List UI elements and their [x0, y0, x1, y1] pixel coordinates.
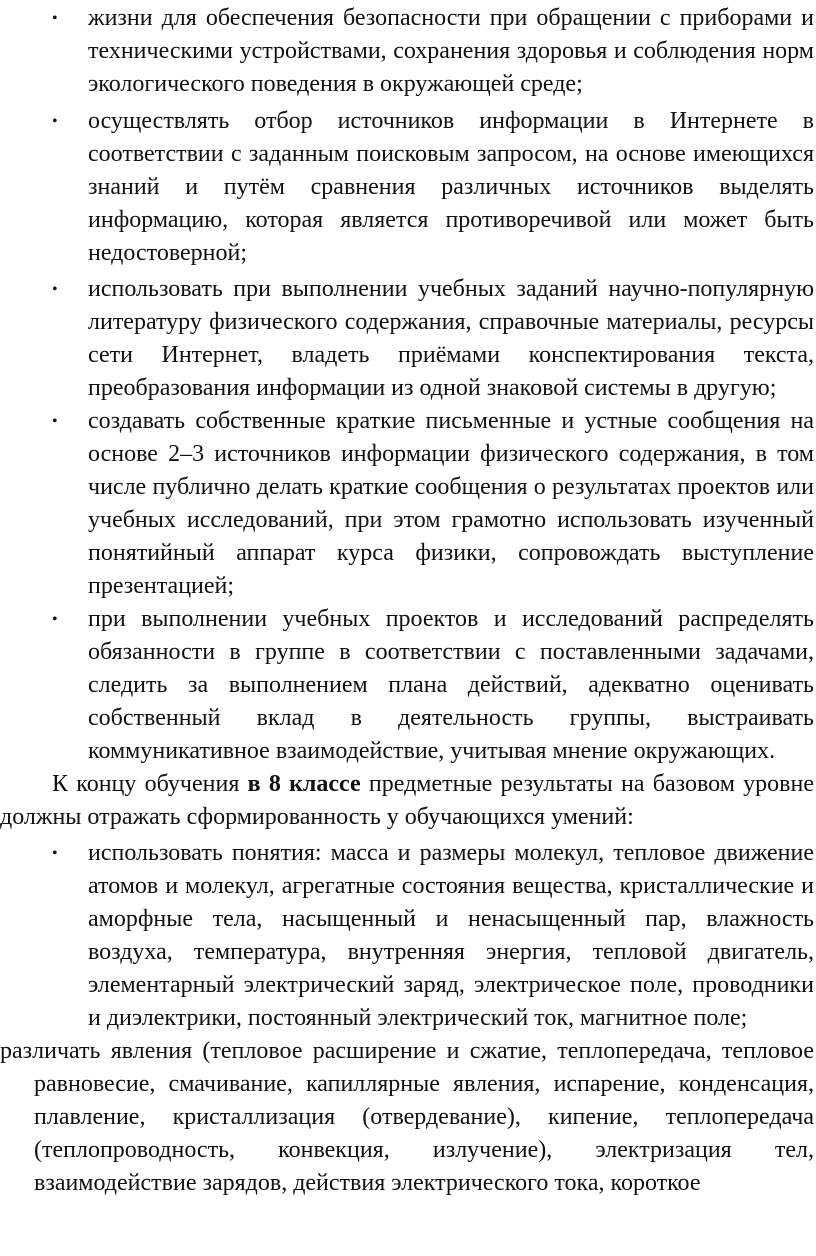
list-item [0, 2, 816, 101]
bullet-icon: • [52, 413, 58, 430]
outcomes-list-continued [0, 2, 816, 768]
bullet-icon: • [52, 10, 58, 27]
list-item [0, 837, 816, 1035]
list-item-text: создавать собственные краткие письменные и устные сообщения на основе 2–3 источников информации физического содержания, в том числе публично делать краткие сообщения о результатах проектов или учебных исследований, при этом грамотно использовать изученный понятийный аппарат курса физики, сопровождать выступление презентацией; [88, 408, 814, 599]
bullet-icon: • [52, 113, 58, 130]
phenomena-paragraph: различать явления (тепловое расширение и сжатие, теплопередача, тепловое равновесие, смачивание, капиллярные явления, испарение, конденсация, плавление, кристаллизация (отвердевание), кипение, теплопередача (теплопроводность, конвекция, излучение), электризация тел, взаимодействие зарядов, действия электрического тока, короткое [0, 1038, 814, 1196]
list-item-text: при выполнении учебных проектов и исследований распределять обязанности в группе в соответствии с поставленными задачами, следить за выполнением плана действий, адекватно оценивать собственный вклад в деятельность группы, выстраивать коммуникативное взаимодействие, учитывая мнение окружающих. [88, 606, 814, 764]
list-item-text: использовать понятия: масса и размеры молекул, тепловое движение атомов и молекул, агрегатные состояния вещества, кристаллические и аморфные тела, насыщенный и ненасыщенный пар, влажность воздуха, температура, внутренняя энергия, тепловой двигатель, элементарный электрический заряд, электрическое поле, проводники и диэлектрики, постоянный электрический ток, магнитное поле; [88, 840, 814, 1031]
list-item-text: использовать при выполнении учебных заданий научно-популярную литературу физического содержания, справочные материалы, ресурсы сети Интернет, владеть приёмами конспектирования текста, преобразования информации из одной знаковой системы в другую; [88, 276, 814, 401]
grade-8-outcomes-list [0, 837, 816, 1035]
intro-text-before: К концу обучения [52, 771, 248, 797]
list-item-text: жизни для обеспечения безопасности при обращении с приборами и техническими устройствами, сохранения здоровья и соблюдения норм экологического поведения в окружающей среде; [88, 5, 814, 97]
list-item [0, 273, 816, 405]
bullet-icon: • [52, 281, 58, 298]
list-item [0, 603, 816, 768]
intro-grade-bold: в 8 классе [247, 771, 361, 797]
bullet-icon: • [52, 611, 58, 628]
list-item [0, 405, 816, 603]
list-item [0, 105, 816, 270]
document-page [0, 2, 816, 1200]
intro-text-after: предметные результаты на базовом уровне должны отражать сформированность у обучающихся умений: [0, 771, 814, 830]
list-item-text: осуществлять отбор источников информации в Интернете в соответствии с заданным поисковым запросом, на основе имеющихся знаний и путём сравнения различных источников выделять информацию, которая является противоречивой или может быть недостоверной; [88, 108, 814, 266]
grade-8-intro-paragraph [0, 768, 816, 834]
bullet-icon: • [52, 845, 58, 862]
